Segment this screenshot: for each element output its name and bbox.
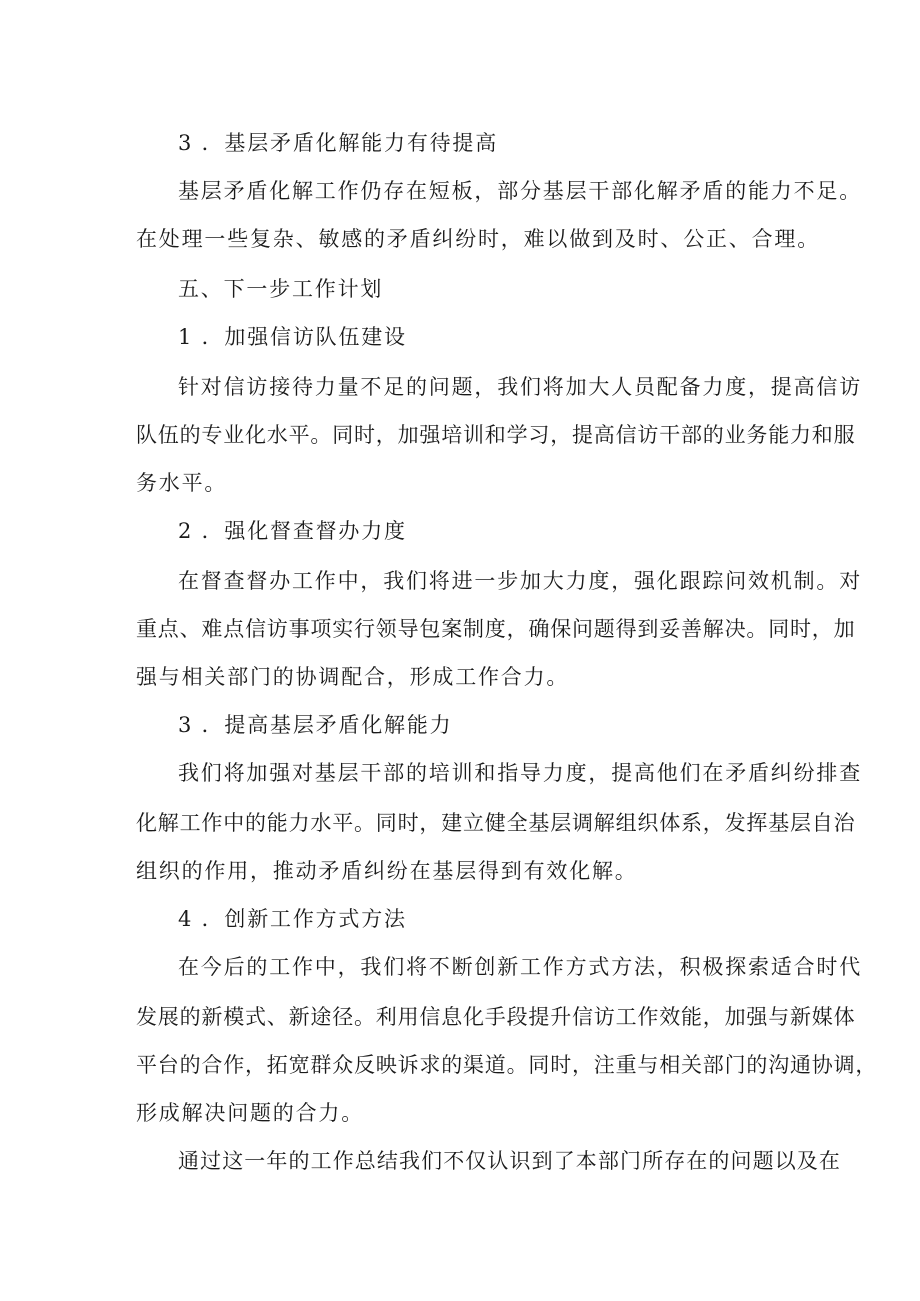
paragraph-line: 基层矛盾化解工作仍存在短板，部分基层干部化解矛盾的能力不足。 — [178, 179, 862, 203]
paragraph-line: 化解工作中的能力水平。同时，建立健全基层调解组织体系，发挥基层自治 — [136, 811, 856, 835]
paragraph-line: 通过这一年的工作总结我们不仅认识到了本部门所存在的问题以及在 — [178, 1149, 841, 1173]
heading-grassroots-ability: 3 ．基层矛盾化解能力有待提高 — [178, 131, 499, 155]
paragraph-line: 在督查督办工作中，我们将进一步加大力度，强化跟踪问效机制。对 — [178, 569, 862, 593]
paragraph-line: 在今后的工作中，我们将不断创新工作方式方法，积极探索适合时代 — [178, 955, 862, 979]
heading-grassroots-improve: 3 ．提高基层矛盾化解能力 — [178, 713, 453, 737]
paragraph-line: 平台的合作，拓宽群众反映诉求的渠道。同时，注重与相关部门的沟通协调， — [136, 1053, 878, 1077]
heading-supervision: 2 ．强化督查督办力度 — [178, 519, 407, 543]
paragraph-line: 组织的作用，推动矛盾纠纷在基层得到有效化解。 — [136, 859, 638, 883]
paragraph-line: 发展的新模式、新途径。利用信息化手段提升信访工作效能，加强与新媒体 — [136, 1005, 856, 1029]
heading-innovation: 4 ．创新工作方式方法 — [178, 907, 407, 931]
paragraph-line: 务水平。 — [136, 471, 228, 495]
paragraph-line: 在处理一些复杂、敏感的矛盾纠纷时，难以做到及时、公正、合理。 — [136, 227, 820, 251]
paragraph-line: 队伍的专业化水平。同时，加强培训和学习，提高信访干部的业务能力和服 — [136, 423, 856, 447]
paragraph-line: 我们将加强对基层干部的培训和指导力度，提高他们在矛盾纠纷排查 — [178, 761, 862, 785]
paragraph-line: 针对信访接待力量不足的问题，我们将加大人员配备力度，提高信访 — [178, 375, 862, 399]
paragraph-line: 强与相关部门的协调配合，形成工作合力。 — [136, 665, 570, 689]
paragraph-line: 形成解决问题的合力。 — [136, 1101, 364, 1125]
paragraph-line: 重点、难点信访事项实行领导包案制度，确保问题得到妥善解决。同时，加 — [136, 617, 856, 641]
section-heading-next-plan: 五、下一步工作计划 — [178, 277, 384, 301]
heading-team-building: 1 ．加强信访队伍建设 — [178, 325, 407, 349]
